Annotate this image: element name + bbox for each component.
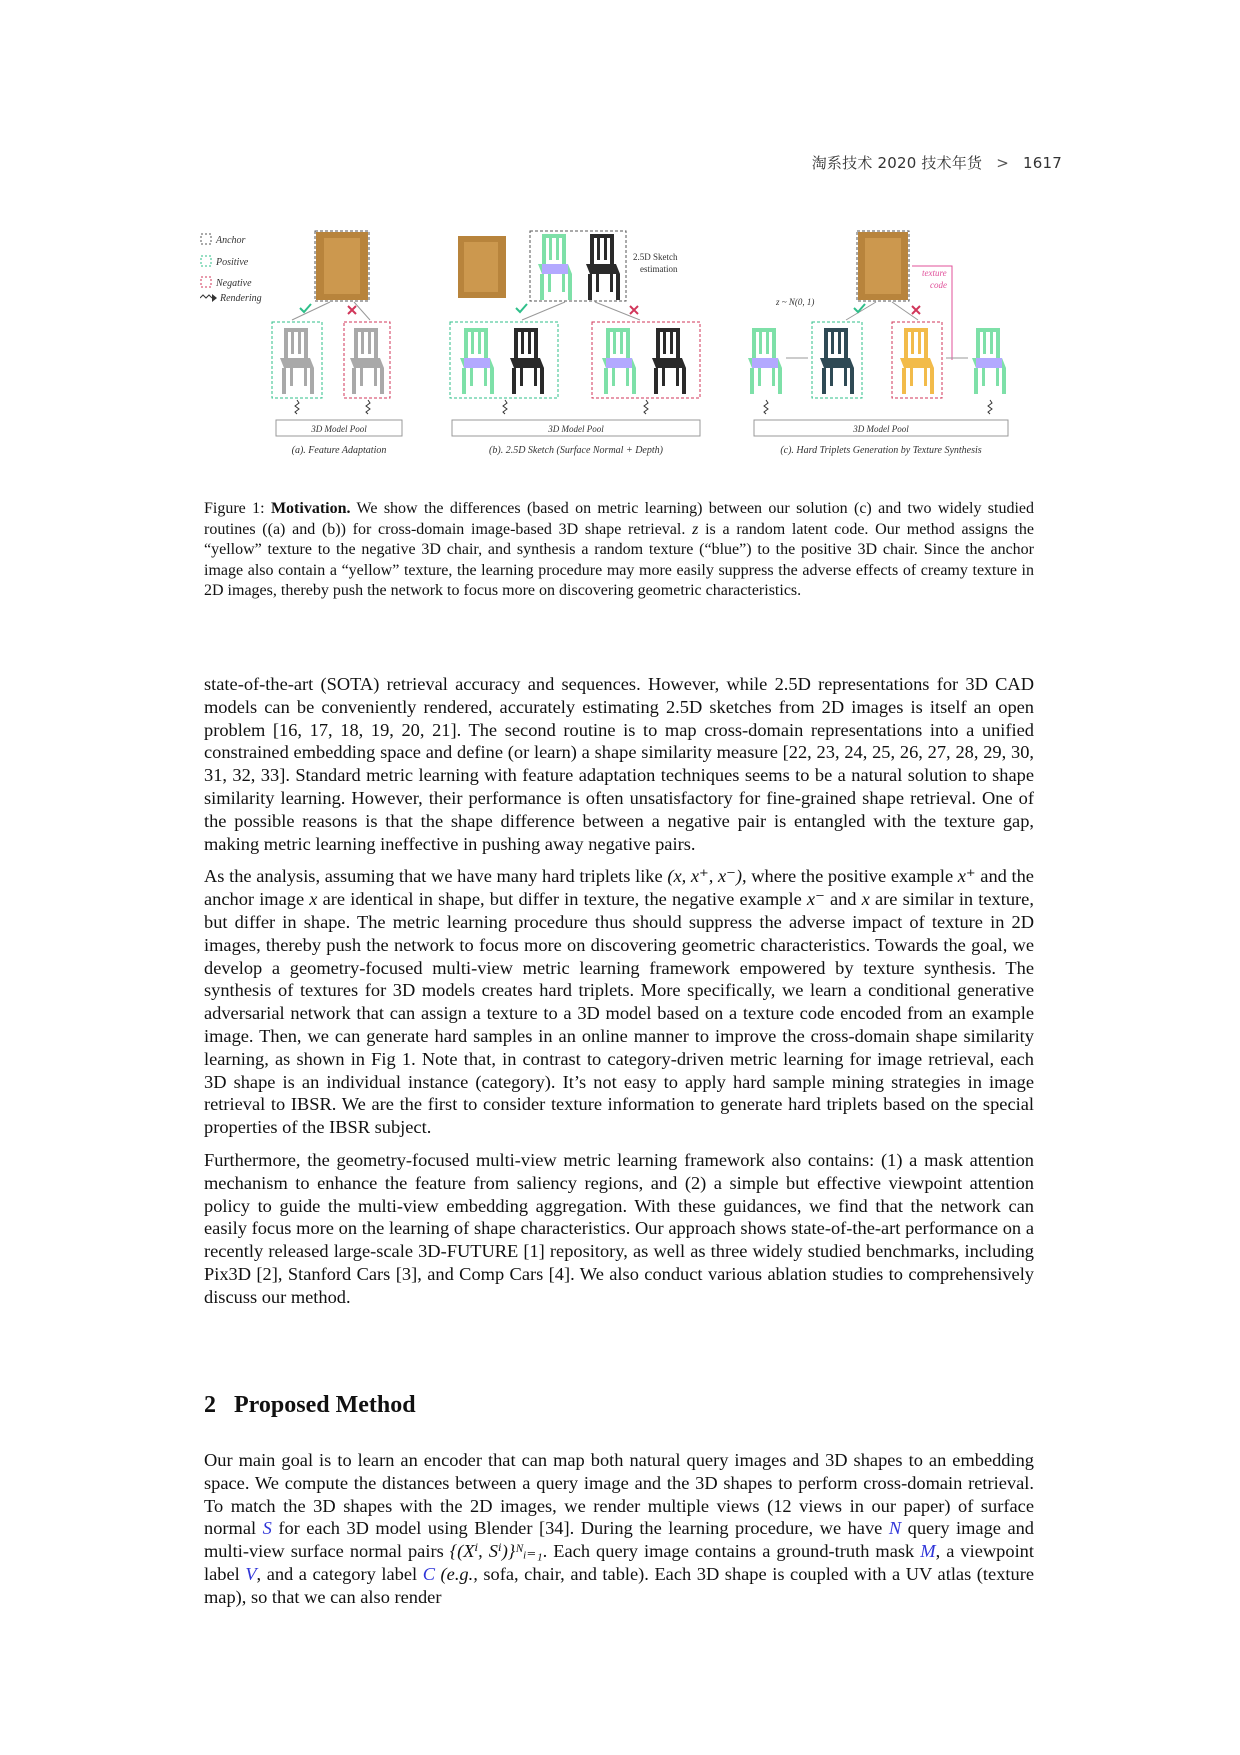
texture-code-2: code	[930, 280, 947, 290]
header-title: 淘系技术 2020 技术年货	[811, 154, 983, 172]
paragraph-4	[204, 1449, 1034, 1609]
model-pool-label: 3D Model Pool	[548, 424, 604, 434]
check-icon	[854, 304, 865, 312]
math-M: M	[920, 1541, 936, 1562]
section-2-body	[204, 1449, 1034, 1619]
rendering-arrow-icon	[988, 400, 992, 414]
chair-seat-violet	[976, 358, 1002, 368]
p4-text: sofa, chair, and table). Each 3D shape is coupled with a UV atlas (texture map), so that we can also render	[204, 1563, 1034, 1607]
chair-seat-violet	[606, 358, 632, 368]
paragraph-2	[204, 865, 1034, 1139]
math-x: x	[861, 889, 870, 910]
legend-anchor: Anchor	[216, 235, 246, 246]
sketch-label-2: estimation	[640, 264, 678, 274]
p2-text: As the analysis, assuming that we have many hard triplets like	[204, 866, 663, 887]
motivation-diagram	[200, 228, 1050, 468]
p4-text: . Each query image contains a ground-truth mask	[542, 1541, 915, 1562]
math-N: N	[888, 1518, 902, 1539]
p4-text: for each 3D model using Blender [34]. During the learning procedure, we have	[278, 1518, 883, 1539]
rendering-arrow-icon	[295, 400, 299, 414]
legend-anchor-swatch	[201, 234, 211, 244]
z-sample-label: z ~ N(0, 1)	[776, 297, 815, 307]
legend	[200, 234, 262, 304]
chair-gray	[280, 328, 314, 394]
check-icon	[300, 304, 311, 312]
legend-positive: Positive	[216, 257, 249, 268]
subcaption-a: (a). Feature Adaptation	[291, 445, 387, 456]
rendering-arrow-icon	[764, 400, 768, 414]
p4-text: query image and multi-view surface normal pairs	[204, 1518, 1035, 1562]
section-title-text: Proposed Method	[234, 1392, 416, 1418]
legend-rendering: Rendering	[220, 293, 262, 304]
legend-positive-swatch	[201, 256, 211, 266]
chair-gray	[350, 328, 384, 394]
subcaption-c: (c). Hard Triplets Generation by Texture Synthesis	[780, 445, 982, 456]
running-header	[812, 152, 1062, 173]
chair-depth	[510, 328, 544, 394]
eg-text: (e.g.,	[440, 1563, 478, 1584]
arrow-head-icon	[212, 294, 217, 302]
subcaption-b: (b). 2.5D Sketch (Surface Normal + Depth)	[489, 445, 663, 456]
math-x-plus: x⁺	[957, 866, 976, 887]
caption-z: z	[692, 520, 699, 538]
anchor-photo-highlight	[464, 242, 498, 292]
p4-text: Our main goal is to learn an encoder that can map both natural query images and 3D shapes to an embedding space. We compute the distances between a query image and the 3D shapes to perform cross-domain retrieval. To match the 3D shapes with the 2D images, we render multiple views (12 views in our paper) of surface normal	[204, 1450, 1034, 1539]
caption-label: Figure 1:	[204, 500, 265, 517]
math-x-minus: x⁻	[806, 889, 825, 910]
chair-depth	[586, 234, 620, 300]
section-number: 2	[204, 1392, 216, 1418]
chair-seat-violet	[464, 358, 490, 368]
legend-negative-swatch	[201, 277, 211, 287]
chair-yellow-texture	[900, 328, 934, 394]
check-icon	[516, 304, 527, 312]
caption-text-1: We show the differences (based on metric learning) between our solution (c) and two widely studied routines ((a) and (b)) for cross-domain image-based 3D shape retrieval.	[204, 500, 1035, 538]
math-C: C	[422, 1563, 435, 1584]
math-S: S	[262, 1518, 272, 1539]
figure-caption	[204, 499, 1034, 602]
chair-seat-violet	[542, 264, 568, 274]
paragraph-3: Furthermore, the geometry-focused multi-view metric learning framework also contains: (1) a mask attention mechanism to enhance the feature from saliency regions, and (2) a simple but effective viewpoint attention policy to guide the multi-view embedding aggregation. With these guidances, we find that the network can easily focus more on the learning of shape characteristics. Our approach shows state-of-the-art performance on a recently released large-scale 3D-FUTURE [1] repository, as well as three widely studied benchmarks, including Pix3D [2], Stanford Cars [3], and Comp Cars [4]. We also conduct various ablation studies to comprehensively discuss our method.	[204, 1149, 1034, 1307]
page-number: 1617	[1023, 154, 1062, 172]
legend-negative: Negative	[216, 278, 252, 289]
section-heading	[204, 1392, 416, 1419]
p2-text: and	[829, 889, 857, 910]
panel-b	[450, 231, 700, 456]
math-V: V	[245, 1563, 257, 1584]
texture-code-1: texture	[922, 268, 947, 278]
anchor-photo-highlight	[865, 238, 901, 294]
figure-1	[200, 228, 1050, 468]
chair-seat-violet	[752, 358, 778, 368]
model-pool-label: 3D Model Pool	[311, 424, 367, 434]
caption-bold: Motivation.	[270, 500, 351, 517]
rendering-arrow-icon	[366, 400, 370, 414]
p2-text: are identical in shape, but differ in texture, the negative example	[322, 889, 802, 910]
sketch-label-1: 2.5D Sketch	[633, 252, 678, 262]
math-triplet: (x, x⁺, x⁻)	[667, 866, 742, 887]
model-pool-label: 3D Model Pool	[853, 424, 909, 434]
caption-text-2: is a random latent code. Our method assigns the “yellow” texture to the negative 3D chair, and synthesis a random texture (“blue”) to the positive 3D chair. Since the anchor image also contain a “yellow” texture, the learning procedure may more easily suppress the adverse effects of creamy texture in 2D images, thereby push the network to focus more on discovering geometric characteristics.	[204, 520, 1035, 600]
p4-text: , and a category label	[256, 1563, 418, 1584]
anchor-photo-highlight	[324, 238, 360, 294]
rendering-arrow-icon	[503, 400, 507, 414]
panel-a	[272, 231, 402, 456]
chair-blue-texture	[820, 328, 854, 394]
rendering-arrow-icon	[644, 400, 648, 414]
chair-depth	[652, 328, 686, 394]
body-paragraphs	[204, 673, 1034, 1319]
paragraph-1: state-of-the-art (SOTA) retrieval accuracy and sequences. However, while 2.5D representations for 3D CAD models can be conveniently rendered, accurately estimating 2.5D sketches from 2D images is itself an open problem [16, 17, 18, 19, 20, 21]. The second routine is to map cross-domain representations into a unified constrained embedding space and define (or learn) a shape similarity measure [22, 23, 24, 25, 26, 27, 28, 29, 30, 31, 32, 33]. Standard metric learning with feature adaptation techniques seems to be a natural solution to shape similarity learning. However, their performance is often unsatisfactory for fine-grained shape retrieval. One of the possible reasons is that the shape difference between a negative pair is entangled with the texture gap, making metric learning ineffective in pushing away negative pairs.	[204, 674, 1034, 854]
cross-icon	[348, 306, 356, 314]
cross-icon	[630, 306, 638, 314]
math-pairs: {(Xⁱ, Sⁱ)}ᴺᵢ₌₁	[449, 1541, 543, 1562]
p4-text: , a viewpoint label	[204, 1541, 1034, 1584]
rendering-arrow-icon	[200, 295, 212, 298]
p2-text: , where the positive example	[741, 866, 954, 887]
p2-text: and the anchor image	[204, 866, 1034, 910]
panel-c	[748, 231, 1008, 456]
math-x: x	[309, 889, 318, 910]
cross-icon	[912, 306, 920, 314]
header-separator: >	[996, 154, 1010, 172]
p2-text: are similar in texture, but differ in shape. The metric learning procedure thus should suppress the adverse impact of texture in 2D images, thereby push the network to focus more on discovering geometric characteristics. Towards the goal, we develop a geometry-focused multi-view metric learning framework empowered by texture synthesis. The synthesis of textures for 3D models creates hard triplets. More specifically, we learn a conditional generative adversarial network that can assign a texture to a 3D model based on a texture code encoded from an example image. Then, we can generate hard samples in an online manner to improve the cross-domain shape similarity learning, as shown in Fig 1. Note that, in contrast to category-driven metric learning for image retrieval, each 3D shape is an individual instance (category). It’s not easy to apply hard sample mining strategies in image retrieval to IBSR. We are the first to consider texture information to generate hard triplets based on the special properties of the IBSR subject.	[204, 889, 1034, 1138]
